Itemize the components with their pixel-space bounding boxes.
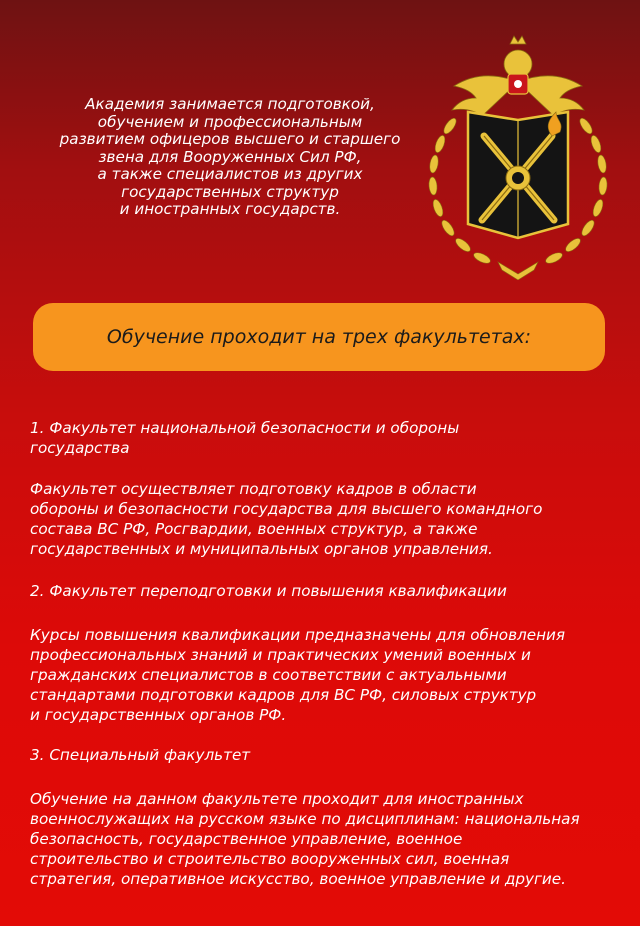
intro-text: Академия занимается подготовкой, обучением и профессиональным развитием офицеров высшего и старшего звена для Вооруженных Сил РФ, а также специалистов из других государственных структур и иностранных государств.	[59, 95, 401, 218]
faculty-3-title: 3. Специальный факультет	[30, 746, 251, 764]
faculty-1-description: Факультет осуществляет подготовку кадров в области обороны и безопасности государства для высшего командного состава ВС РФ, Росгвардии, военных структур, а также государственных и муниципальных органов управления.	[30, 480, 543, 558]
faculties-banner-text: Обучение проходит на трех факультетах:	[106, 326, 532, 348]
military-academy-emblem-icon	[418, 24, 618, 280]
faculty-2-title: 2. Факультет переподготовки и повышения квалификации	[30, 582, 507, 600]
faculty-2-description: Курсы повышения квалификации предназначены для обновления профессиональных знаний и практических умений военных и гражданских специалистов в соответствии с актуальными стандартами подготовки кадров для ВС РФ, силовых структур и государственных органов РФ.	[30, 626, 566, 724]
faculty-1-title: 1. Факультет национальной безопасности и обороны государства	[30, 419, 460, 457]
faculties-banner	[33, 303, 605, 371]
faculty-3-description: Обучение на данном факультете проходит для иностранных военнослужащих на русском языке по дисциплинам: национальная безопасность, государственное управление, военное строительство и строительство вооруженных сил, военная стратегия, оперативное искусство, военное управление и другие.	[30, 790, 580, 888]
